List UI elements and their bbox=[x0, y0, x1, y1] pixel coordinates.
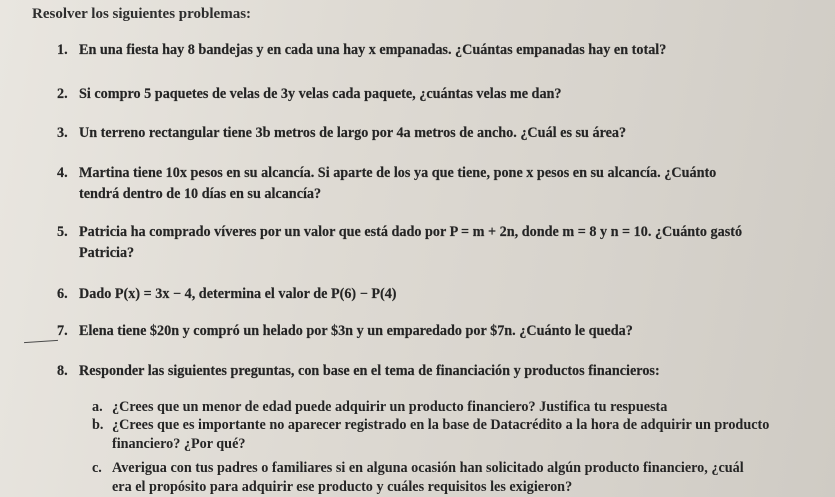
problem-1 bbox=[57, 40, 666, 61]
problem-topic-bold: financiación y productos financieros bbox=[435, 363, 655, 379]
subquestion-text: ¿Crees que es importante no aparecer registrado en la base de Datacrédito a la hora de adquirir un producto bbox=[112, 417, 770, 433]
problem-text-continued: Patricia? bbox=[79, 245, 135, 261]
problem-text-end: : bbox=[654, 363, 660, 379]
problem-text: Responder las siguientes preguntas, con base en el tema de bbox=[79, 363, 436, 379]
problem-number: 2. bbox=[57, 86, 68, 102]
worksheet-title: Resolver los siguientes problemas: bbox=[32, 6, 252, 22]
subquestion-letter: a. bbox=[92, 399, 103, 415]
subquestion-text-continued: era el propósito para adquirir ese producto y cuáles requisitos les exigieron? bbox=[112, 479, 573, 495]
subquestion-letter: b. bbox=[92, 417, 104, 433]
problem-text: En una fiesta hay 8 bandejas y en cada una hay x empanadas. ¿Cuántas empanadas hay en total? bbox=[79, 42, 667, 58]
problem-number: 5. bbox=[57, 224, 68, 240]
problem-number: 7. bbox=[57, 323, 68, 339]
problem-number: 6. bbox=[57, 286, 68, 302]
problem-number: 4. bbox=[57, 165, 68, 181]
subquestion-text: Averigua con tus padres o familiares si en alguna ocasión han solicitado algún producto financiero, ¿cuál bbox=[112, 460, 744, 476]
problem-4 bbox=[57, 163, 827, 205]
problem-number: 1. bbox=[57, 42, 68, 58]
subquestion-c bbox=[92, 459, 827, 497]
subquestion-b bbox=[92, 416, 827, 454]
problem-text: Elena tiene $20n y compró un helado por $3n y un emparedado por $7n. ¿Cuánto le queda? bbox=[79, 323, 633, 339]
subquestion-text-continued: financiero? ¿Por qué? bbox=[112, 436, 246, 452]
problem-7 bbox=[57, 321, 633, 342]
problem-5 bbox=[57, 222, 827, 264]
problem-text: Patricia ha comprado víveres por un valor que está dado por P = m + 2n, donde m = 8 y n = 10. ¿Cuánto gastó bbox=[79, 224, 743, 240]
problem-text: Martina tiene 10x pesos en su alcancía. Si aparte de los ya que tiene, pone x pesos en su alcancía. ¿Cuánto bbox=[79, 165, 717, 181]
subquestion-text: ¿Crees que un menor de edad puede adquirir un producto financiero? Justifica tu respuesta bbox=[112, 399, 668, 415]
problem-2 bbox=[57, 84, 562, 105]
margin-pen-stroke bbox=[24, 340, 58, 343]
problem-text: Dado P(x) = 3x − 4, determina el valor de P(6) − P(4) bbox=[79, 286, 397, 302]
problem-text: Un terreno rectangular tiene 3b metros de largo por 4a metros de ancho. ¿Cuál es su área? bbox=[79, 125, 627, 141]
problem-8 bbox=[57, 361, 660, 382]
problem-3 bbox=[57, 123, 626, 144]
problem-number: 3. bbox=[57, 125, 68, 141]
problem-text-continued: tendrá dentro de 10 días en su alcancía? bbox=[79, 186, 322, 202]
problem-6 bbox=[57, 284, 397, 305]
subquestion-a bbox=[92, 398, 827, 417]
problem-number: 8. bbox=[57, 363, 68, 379]
subquestion-letter: c. bbox=[92, 460, 102, 476]
problem-text: Si compro 5 paquetes de velas de 3y velas cada paquete, ¿cuántas velas me dan? bbox=[79, 86, 562, 102]
